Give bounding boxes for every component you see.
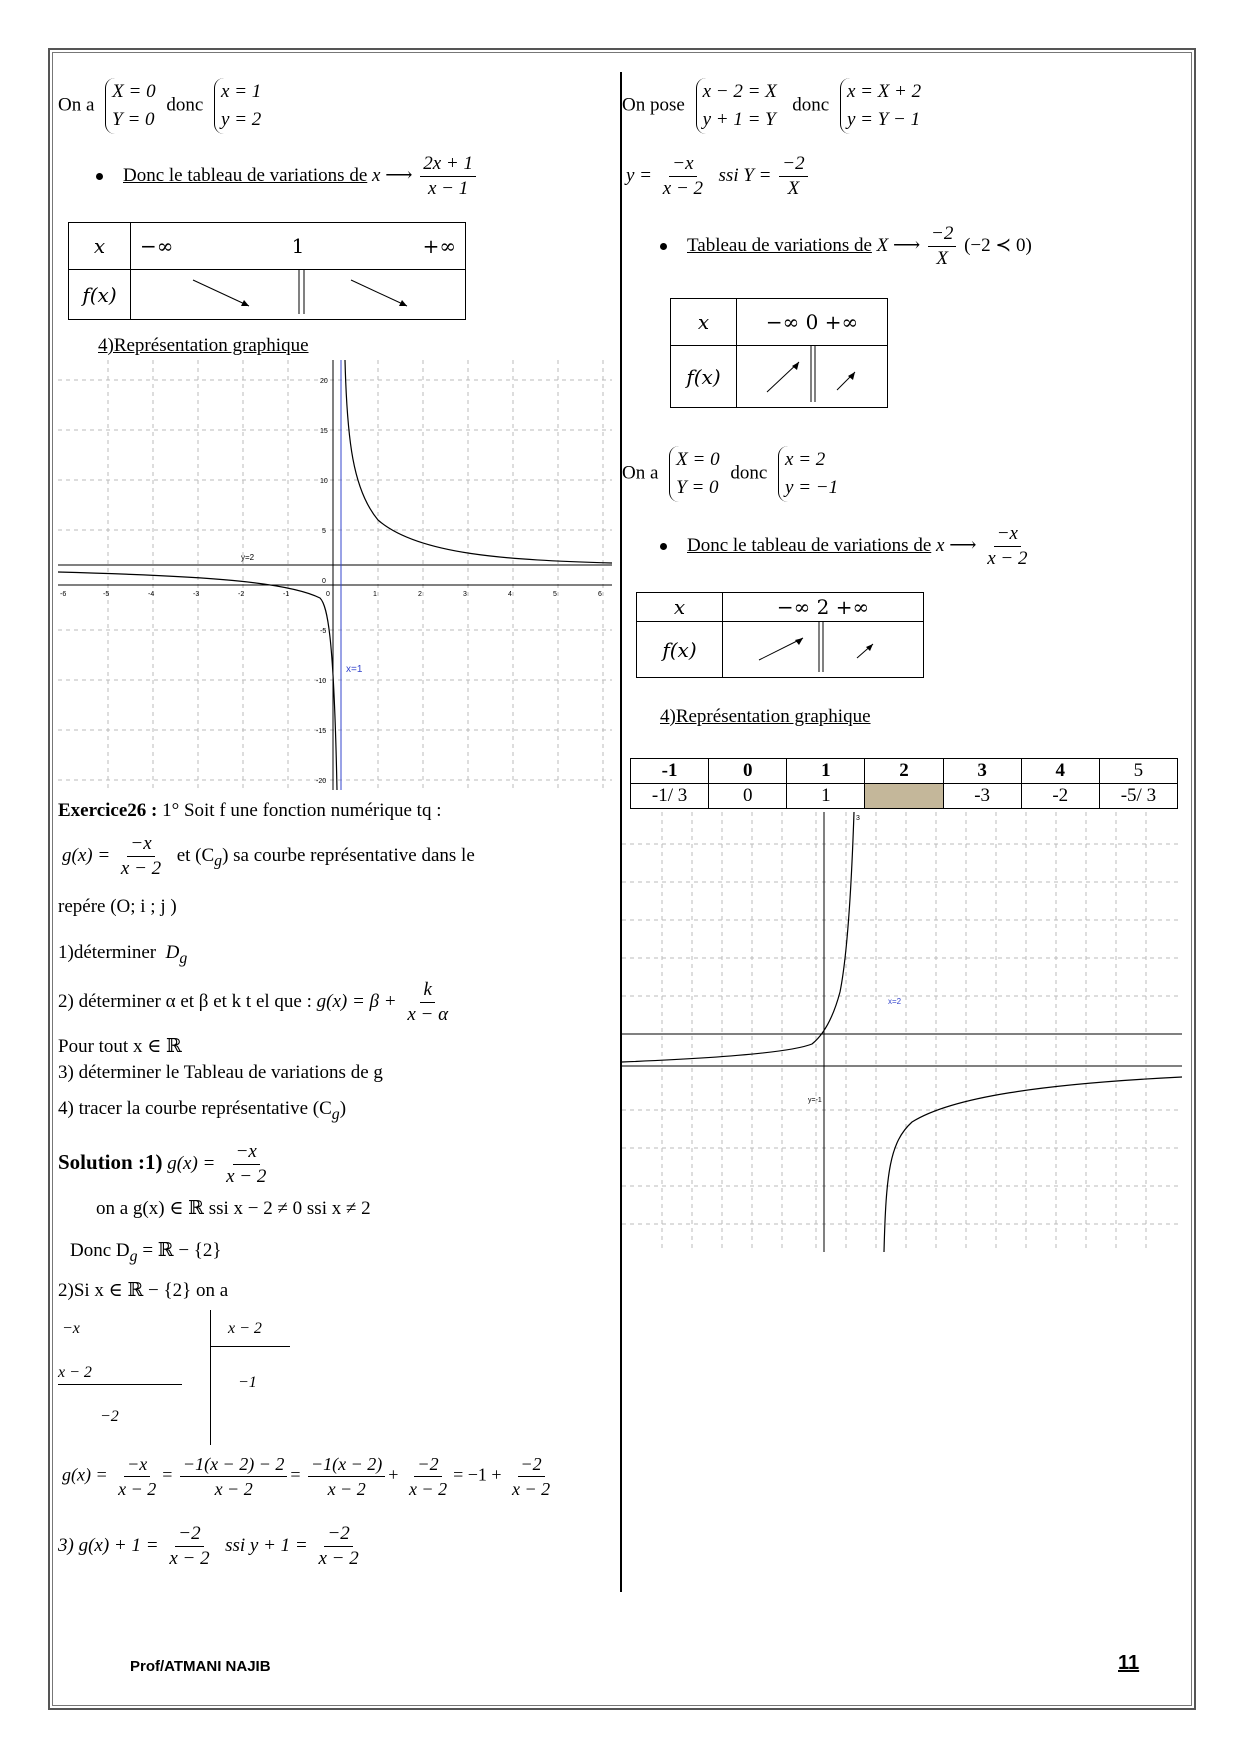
label-y-1: y=-1 [808, 1097, 822, 1104]
svg-text:-3: -3 [193, 591, 200, 598]
question-1: 1)déterminer $D_g$ [58, 942, 188, 967]
svg-text:3: 3 [463, 591, 467, 598]
graph-g [622, 812, 1182, 1252]
svg-text:2: 2 [418, 591, 422, 598]
solution-step2: 2)Si x ∈ ℝ − {2} on a [58, 1280, 229, 1301]
left-system-line: On a X = 0 Y = 0 donc x = 1 y = 2 [58, 78, 267, 134]
right-bullet-variations-x: Donc le tableau de variations de x ⟶ $\frac{-x}{x - 2}$ [660, 522, 1033, 571]
svg-text:-4: -4 [148, 591, 155, 598]
svg-text:20: 20 [320, 378, 328, 385]
label-x2: x=2 [888, 997, 902, 1006]
svg-text:10: 10 [320, 478, 328, 485]
right-system-line-2: On a X = 0 Y = 0 donc x = 2 y = −1 [622, 446, 844, 502]
variation-table-f: x −∞ 1 +∞ f(x) [68, 222, 466, 320]
svg-text:4: 4 [508, 591, 512, 598]
svg-text:-15: -15 [316, 728, 327, 735]
values-table: -1 0 1 2 3 4 5 -1/ 3 0 1 -3 -2 -5/ 3 [630, 758, 1178, 809]
svg-text:0: 0 [326, 591, 330, 598]
svg-text:1: 1 [373, 591, 377, 598]
solution-domain-condition: on a g(x) ∈ ℝ ssi x − 2 ≠ 0 ssi x ≠ 2 [96, 1198, 371, 1219]
increasing-arrows [737, 346, 887, 402]
repere-line: repére (O; i ; j ) [58, 896, 177, 917]
solution-domain: Donc $D_g$ = ℝ − {2} [70, 1240, 222, 1265]
system-XY: X = 0 Y = 0 [105, 78, 155, 134]
svg-text:-5: -5 [320, 628, 327, 635]
right-bullet-variations-X: Tableau de variations de X ⟶ $\frac{-2}{X}$ (−2 ≺ 0) [660, 222, 1032, 271]
svg-text:-20: -20 [316, 778, 327, 785]
svg-text:15: 15 [320, 428, 328, 435]
svg-text:-1: -1 [283, 591, 290, 598]
label-top: 3 [856, 815, 860, 822]
increasing-arrows-g [723, 622, 923, 672]
svg-text:-5: -5 [103, 591, 110, 598]
graph-f [58, 360, 612, 790]
svg-text:5: 5 [322, 528, 326, 535]
highlighted-cell [865, 784, 943, 809]
variation-table-g: x −∞ 2 +∞ f(x) [636, 592, 924, 678]
long-equation: g(x) = $\frac{-x}{x - 2}$ = $\frac{-1(x - 2) - 2}{x - 2}$ = $\frac{-1(x - 2)}{x - 2}$ + $\frac{-2}{x - 2}$ = −1 + $\frac{-2}{x - 2}$ [62, 1454, 551, 1499]
right-pose-line: On pose x − 2 = X y + 1 = Y donc x = X + 2 y = Y − 1 [622, 78, 927, 134]
right-substitution-line: y = $\frac{-x}{x - 2}$ ssi Y = $\frac{-2}{X}$ [626, 152, 811, 201]
left-section-graph-title: 4)Représentation graphique [98, 335, 309, 356]
svg-text:0: 0 [322, 578, 326, 585]
svg-text:-6: -6 [60, 591, 67, 598]
svg-text:-2: -2 [238, 591, 245, 598]
solution-heading: Solution :1) g(x) = $\frac{-x}{x - 2}$ [58, 1141, 267, 1187]
label-y2: y=2 [241, 553, 255, 562]
left-bullet-variations: Donc le tableau de variations de x ⟶ $\frac{2x + 1}{x - 1}$ [96, 152, 479, 201]
label-x1: x=1 [346, 664, 363, 675]
svg-text:-10: -10 [316, 678, 327, 685]
page-number: 11 [1118, 1652, 1140, 1674]
question-4: 4) tracer la courbe représentative $(C_g)$ [58, 1098, 347, 1123]
curve-left-branch [622, 812, 854, 1062]
exercise-heading: Exercice26 : 1° Soit f une fonction numérique tq : [58, 800, 442, 821]
question-3: 3) déterminer le Tableau de variations de g [58, 1062, 383, 1083]
svg-text:6: 6 [598, 591, 602, 598]
bullet-icon [96, 173, 103, 180]
for-all-line: Pour tout x ∈ ℝ [58, 1036, 182, 1057]
svg-text:5: 5 [553, 591, 557, 598]
footer-author: Prof/ATMANI NAJIB [130, 1658, 271, 1675]
curve-right-branch [345, 360, 612, 563]
question-2: 2) déterminer α et β et k t el que : g(x) = β + $\frac{k}{x - \alpha}$ [58, 979, 449, 1025]
step3-line: 3) g(x) + 1 = $\frac{-2}{x - 2}$ ssi y + 1 = $\frac{-2}{x - 2}$ [58, 1523, 359, 1569]
system-xy: x = 1 y = 2 [214, 78, 261, 134]
curve-right-branch [884, 1077, 1182, 1252]
variation-table-X: x −∞ 0 +∞ f(x) [670, 298, 888, 408]
decreasing-arrows [131, 270, 465, 314]
right-section-graph-title: 4)Représentation graphique [660, 706, 871, 727]
g-definition: g(x) = $\frac{-x}{x - 2}$ et $(C_g)$ sa courbe représentative dans le [62, 833, 475, 879]
